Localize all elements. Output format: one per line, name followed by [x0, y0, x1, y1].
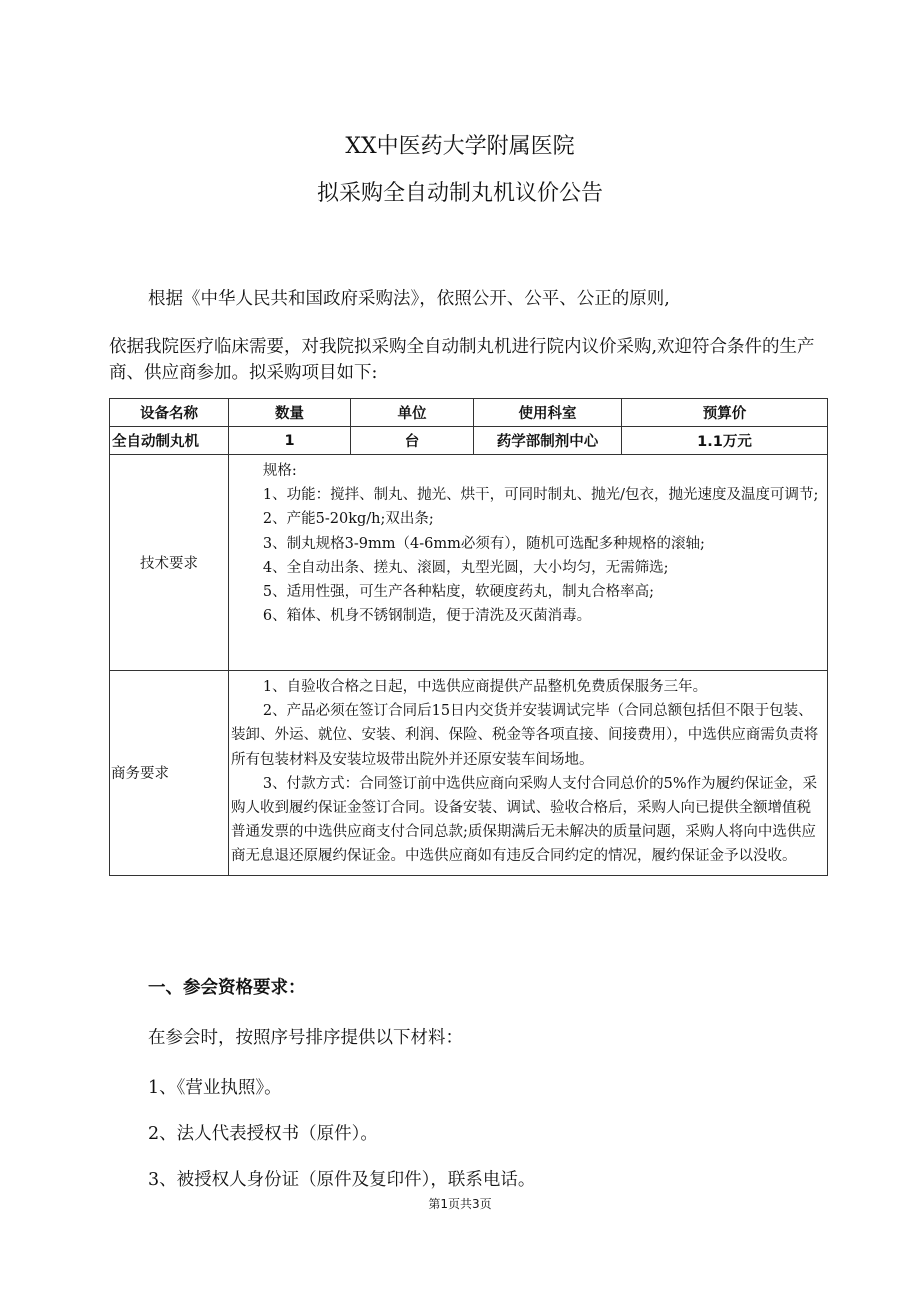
biz-line: 1、自验收合格之日起，中选供应商提供产品整机免费质保服务三年。	[262, 679, 708, 695]
table-row	[110, 427, 828, 455]
business-requirements-row	[110, 671, 828, 876]
business-requirements-label: 商务要求	[110, 671, 229, 876]
table-header-cell: 单位	[351, 399, 474, 427]
qualification-item: 3、被授权人身份证（原件及复印件），联系电话。	[148, 1170, 536, 1190]
tech-requirements-content	[229, 455, 828, 671]
table-header-row	[110, 399, 828, 427]
tech-line: 1、功能：搅拌、制丸、抛光、烘干，可同时制丸、抛光/包衣，抛光速度及温度可调节;	[262, 487, 819, 504]
equipment-name-cell: 全自动制丸机	[110, 427, 229, 455]
unit-cell: 台	[351, 427, 474, 455]
procurement-table	[109, 398, 828, 876]
quantity-cell: 1	[229, 427, 351, 455]
tech-line: 2、产能5-20kg/h;双出条;	[262, 511, 434, 528]
table-header-cell: 数量	[229, 399, 351, 427]
intro-paragraph-1: 根据《中华人民共和国政府采购法》，依照公开、公平、公正的原则,	[148, 289, 670, 309]
qualification-heading: 一、参会资格要求：	[148, 978, 306, 998]
tech-line: 6、箱体、机身不锈钢制造，便于清洗及灭菌消毒。	[262, 608, 592, 625]
qualification-item: 2、法人代表授权书（原件）。	[148, 1124, 378, 1144]
tech-requirements-label: 技术要求	[110, 455, 229, 671]
qualification-item: 1、《营业执照》。	[148, 1078, 282, 1098]
biz-line: 3、付款方式：合同签订前中选供应商向采购人支付合同总价的5%作为履约保证金，采购人收到履约保证金签订合同。设备安装、调试、验收合格后，采购人向已提供全额增值税普通发票的中选供应商支付合同总款;质保期满后无未解决的质量问题，采购人将向中选供应商无息退还原履约保证金。中选供应商如有违反合同约定的情况，履约保证金予以没收。	[231, 775, 818, 865]
tech-line: 规格:	[262, 463, 297, 479]
qualification-intro: 在参会时，按照序号排序提供以下材料：	[148, 1028, 463, 1048]
tech-line: 5、适用性强，可生产各种粘度，软硬度药丸，制丸合格率高;	[262, 584, 654, 601]
business-requirements-content	[229, 671, 828, 876]
tech-line: 4、全自动出条、搓丸、滚圆，丸型光圆，大小均匀，无需筛选;	[262, 559, 669, 576]
table-header-cell: 使用科室	[474, 399, 622, 427]
tech-requirements-row	[110, 455, 828, 671]
tech-line: 3、制丸规格3-9mm（4-6mm必须有），随机可选配多种规格的滚轴;	[262, 535, 705, 552]
department-cell: 药学部制剂中心	[474, 427, 622, 455]
biz-line: 2、产品必须在签订合同后15日内交货并安装调试完毕（合同总额包括但不限于包装、装卸、外运、就位、安装、利润、保险、税金等各项直接、间接费用），中选供应商需负责将所有包装材料及安装垃圾带出院外并还原安装车间场地。	[231, 703, 819, 768]
table-header-cell: 预算价	[622, 399, 828, 427]
page-footer: 第1页共3页	[428, 1197, 492, 1211]
document-title-line2: 拟采购全自动制丸机议价公告	[316, 181, 603, 206]
intro-paragraph-2: 依据我院医疗临床需要，对我院拟采购全自动制丸机进行院内议价采购,欢迎符合条件的生产商、供应商参加。拟采购项目如下:	[109, 337, 815, 383]
document-title-line1: XX中医药大学附属医院	[345, 134, 575, 159]
budget-cell: 1.1万元	[622, 427, 828, 455]
table-header-cell: 设备名称	[110, 399, 229, 427]
